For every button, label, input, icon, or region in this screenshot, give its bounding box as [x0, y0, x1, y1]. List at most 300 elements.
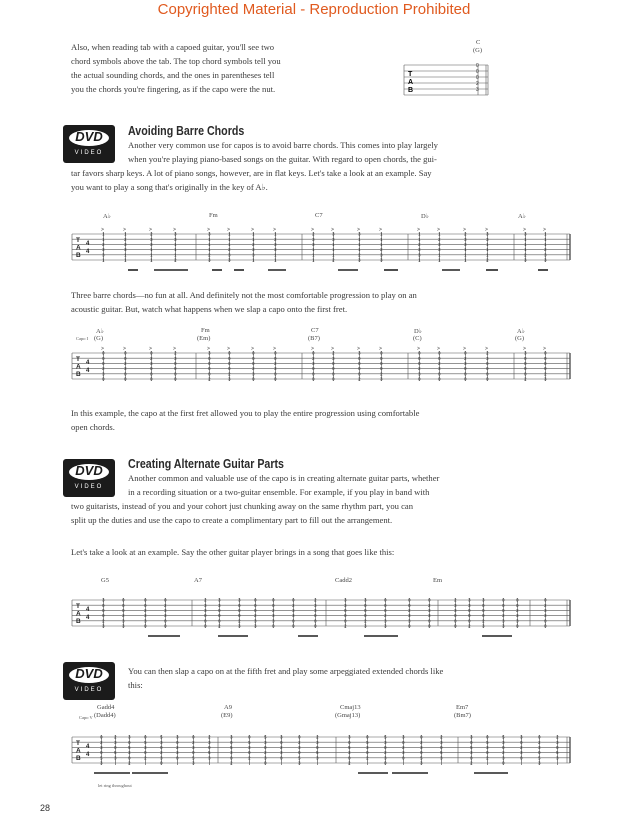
svg-text:0: 0 — [482, 608, 485, 613]
svg-text:A: A — [408, 79, 414, 86]
ex2-chord-top: D♭ — [414, 328, 422, 335]
svg-text:3: 3 — [280, 734, 283, 740]
intro-line: chord symbols above the tab. The top chord symbols tell you — [71, 56, 281, 66]
svg-text:2: 2 — [280, 745, 283, 750]
ex2-chord-top: A♭ — [96, 328, 104, 335]
dvd-icon — [63, 662, 115, 700]
svg-text:0: 0 — [420, 734, 423, 740]
svg-text:2: 2 — [160, 750, 163, 756]
svg-text:2: 2 — [248, 755, 251, 761]
svg-text:3: 3 — [150, 236, 153, 242]
svg-text:1: 1 — [438, 257, 441, 263]
para-line: you want to play a song that's originally in the key of A♭. — [71, 182, 268, 192]
para-line: acoustic guitar. But, watch what happens when we slap a capo onto the first fret. — [71, 304, 348, 314]
svg-text:2: 2 — [208, 376, 211, 382]
svg-text:5: 5 — [486, 739, 489, 745]
svg-text:1: 1 — [252, 257, 255, 263]
svg-text:0: 0 — [238, 608, 241, 613]
svg-text:0: 0 — [538, 734, 541, 740]
svg-text:0: 0 — [428, 618, 431, 624]
svg-text:0: 0 — [204, 623, 207, 629]
ex4-chord-top: Gadd4 — [97, 704, 115, 711]
svg-text:0: 0 — [208, 361, 211, 366]
svg-text:2: 2 — [402, 745, 405, 750]
svg-text:0: 0 — [486, 734, 489, 740]
svg-text:0: 0 — [332, 361, 335, 366]
page-number: 28 — [40, 803, 51, 813]
svg-text:2: 2 — [228, 371, 231, 377]
svg-text:2: 2 — [174, 257, 177, 263]
svg-text:0: 0 — [114, 745, 117, 750]
svg-text:>: > — [463, 227, 466, 233]
svg-text:3: 3 — [208, 739, 211, 745]
svg-text:0: 0 — [124, 355, 127, 361]
svg-text:0: 0 — [128, 755, 131, 761]
svg-text:2: 2 — [464, 355, 467, 361]
svg-text:3: 3 — [380, 257, 383, 263]
svg-text:2: 2 — [102, 366, 105, 372]
intro-chord-paren: (G) — [473, 47, 483, 54]
svg-text:0: 0 — [454, 613, 457, 619]
section2-paragraph-3 — [128, 664, 583, 692]
svg-text:0: 0 — [228, 366, 231, 372]
ex2-chord-paren: (G) — [94, 335, 104, 342]
ex2-chord-paren: (Em) — [197, 335, 211, 342]
svg-text:0: 0 — [556, 745, 559, 750]
svg-text:2: 2 — [264, 750, 267, 756]
svg-text:0: 0 — [476, 75, 479, 81]
svg-text:3: 3 — [292, 608, 295, 613]
svg-text:2: 2 — [428, 602, 431, 608]
svg-text:5: 5 — [230, 745, 233, 750]
svg-text:1: 1 — [228, 231, 231, 237]
svg-text:5: 5 — [470, 745, 473, 750]
svg-text:3: 3 — [230, 750, 233, 756]
svg-text:3: 3 — [150, 361, 153, 366]
svg-text:5: 5 — [100, 755, 103, 761]
para-line: You can then slap a capo on at the fifth fret and play some arpeggiated extended chords like — [128, 666, 444, 676]
ex2-capo-label: Capo I — [76, 336, 89, 341]
svg-text:1: 1 — [438, 231, 441, 237]
svg-text:2: 2 — [208, 734, 211, 740]
svg-text:3: 3 — [440, 755, 443, 761]
svg-text:0: 0 — [384, 745, 387, 750]
svg-text:2: 2 — [384, 750, 387, 756]
svg-text:3: 3 — [402, 734, 405, 740]
svg-text:0: 0 — [380, 366, 383, 372]
svg-text:0: 0 — [272, 623, 275, 629]
svg-text:1: 1 — [274, 231, 277, 237]
svg-text:0: 0 — [316, 745, 319, 750]
svg-text:0: 0 — [358, 355, 361, 361]
svg-text:3: 3 — [332, 355, 335, 361]
svg-text:3: 3 — [464, 242, 467, 247]
intro-line: you the chords you're fingering, as if the capo were the nut. — [71, 84, 276, 94]
svg-text:2: 2 — [438, 236, 441, 242]
svg-text:0: 0 — [230, 739, 233, 745]
svg-text:0: 0 — [124, 371, 127, 377]
svg-text:0: 0 — [468, 613, 471, 619]
svg-text:0: 0 — [204, 618, 207, 624]
svg-text:5: 5 — [144, 739, 147, 745]
svg-text:2: 2 — [150, 355, 153, 361]
svg-text:2: 2 — [476, 81, 479, 87]
svg-text:3: 3 — [274, 247, 277, 253]
svg-text:1: 1 — [228, 236, 231, 242]
intro-line: Also, when reading tab with a capoed guitar, you'll see two — [71, 42, 275, 52]
svg-text:0: 0 — [314, 618, 317, 624]
ex2-chord-paren: (B7) — [308, 335, 320, 342]
svg-text:2: 2 — [314, 597, 317, 603]
ex4-chord-paren: (E9) — [221, 712, 233, 719]
svg-text:1: 1 — [358, 242, 361, 247]
svg-text:0: 0 — [280, 755, 283, 761]
svg-text:3: 3 — [228, 252, 231, 258]
svg-text:3: 3 — [230, 734, 233, 740]
svg-text:3: 3 — [102, 623, 105, 629]
svg-text:3: 3 — [144, 618, 147, 624]
intro-paragraph — [71, 40, 381, 96]
svg-text:2: 2 — [332, 257, 335, 263]
svg-text:3: 3 — [102, 371, 105, 377]
svg-text:0: 0 — [438, 350, 441, 356]
svg-text:2: 2 — [520, 745, 523, 750]
ex1-chord: A♭ — [103, 213, 111, 220]
ex4-chord-paren: (Gmaj13) — [335, 712, 361, 719]
ex2-chord-top: Fm — [201, 327, 210, 334]
svg-text:3: 3 — [332, 231, 335, 237]
svg-text:3: 3 — [102, 247, 105, 253]
svg-text:0: 0 — [408, 602, 411, 608]
svg-text:0: 0 — [364, 602, 367, 608]
svg-text:2: 2 — [358, 252, 361, 258]
ex3-tab-staff — [68, 588, 574, 648]
ex2-chord-paren: (C) — [413, 335, 422, 342]
svg-text:3: 3 — [486, 745, 489, 750]
svg-text:2: 2 — [312, 231, 315, 237]
svg-text:0: 0 — [264, 760, 267, 766]
svg-text:2: 2 — [502, 613, 505, 619]
svg-text:0: 0 — [454, 618, 457, 624]
svg-text:0: 0 — [538, 750, 541, 756]
svg-text:3: 3 — [366, 745, 369, 750]
ex1-chord: C7 — [315, 212, 323, 219]
svg-text:>: > — [227, 346, 230, 352]
svg-text:0: 0 — [100, 750, 103, 756]
svg-text:>: > — [379, 227, 382, 233]
svg-text:2: 2 — [464, 231, 467, 237]
svg-text:3: 3 — [438, 242, 441, 247]
svg-text:0: 0 — [384, 608, 387, 613]
svg-text:>: > — [523, 346, 526, 352]
svg-text:0: 0 — [516, 623, 519, 629]
svg-text:3: 3 — [208, 350, 211, 356]
svg-text:0: 0 — [408, 623, 411, 629]
svg-text:5: 5 — [298, 755, 301, 761]
svg-text:0: 0 — [128, 739, 131, 745]
svg-text:2: 2 — [102, 618, 105, 624]
svg-text:3: 3 — [502, 618, 505, 624]
svg-text:1: 1 — [438, 252, 441, 258]
svg-text:0: 0 — [174, 366, 177, 372]
svg-text:3: 3 — [344, 597, 347, 603]
svg-text:2: 2 — [208, 252, 211, 258]
svg-text:>: > — [417, 346, 420, 352]
dvd-sub: VIDEO — [74, 484, 104, 490]
svg-text:2: 2 — [440, 734, 443, 740]
svg-text:0: 0 — [486, 366, 489, 372]
svg-text:2: 2 — [298, 739, 301, 745]
svg-text:1: 1 — [102, 231, 105, 237]
svg-text:3: 3 — [238, 597, 241, 603]
svg-text:2: 2 — [292, 602, 295, 608]
svg-text:0: 0 — [102, 613, 105, 619]
svg-text:3: 3 — [124, 242, 127, 247]
svg-text:3: 3 — [114, 739, 117, 745]
svg-text:1: 1 — [312, 252, 315, 258]
svg-text:0: 0 — [544, 366, 547, 372]
svg-text:3: 3 — [204, 602, 207, 608]
svg-text:0: 0 — [312, 350, 315, 356]
svg-text:3: 3 — [538, 745, 541, 750]
svg-text:2: 2 — [482, 618, 485, 624]
para-line: Another very common use for capos is to avoid barre chords. This comes into play largely — [128, 140, 438, 150]
svg-text:5: 5 — [384, 734, 387, 740]
svg-text:3: 3 — [556, 739, 559, 745]
svg-text:3: 3 — [438, 247, 441, 253]
svg-text:1: 1 — [102, 236, 105, 242]
svg-text:1: 1 — [228, 242, 231, 247]
svg-text:0: 0 — [274, 355, 277, 361]
svg-text:>: > — [173, 346, 176, 352]
svg-text:0: 0 — [298, 734, 301, 740]
svg-text:0: 0 — [402, 755, 405, 761]
svg-text:3: 3 — [102, 252, 105, 258]
svg-text:5: 5 — [420, 755, 423, 761]
svg-text:4: 4 — [86, 360, 90, 366]
svg-text:0: 0 — [254, 608, 257, 613]
svg-text:0: 0 — [292, 623, 295, 629]
svg-text:0: 0 — [516, 602, 519, 608]
svg-text:>: > — [273, 346, 276, 352]
svg-text:0: 0 — [122, 597, 125, 603]
svg-text:0: 0 — [438, 371, 441, 377]
svg-text:>: > — [123, 346, 126, 352]
svg-text:0: 0 — [470, 739, 473, 745]
svg-text:5: 5 — [502, 734, 505, 740]
svg-text:3: 3 — [380, 376, 383, 382]
svg-text:1: 1 — [544, 231, 547, 237]
svg-text:1: 1 — [174, 242, 177, 247]
svg-text:1: 1 — [252, 236, 255, 242]
svg-text:3: 3 — [420, 760, 423, 766]
svg-text:0: 0 — [176, 755, 179, 761]
svg-text:0: 0 — [428, 597, 431, 603]
svg-text:3: 3 — [174, 231, 177, 237]
svg-text:0: 0 — [102, 355, 105, 361]
svg-text:3: 3 — [556, 755, 559, 761]
svg-text:2: 2 — [358, 376, 361, 382]
svg-text:0: 0 — [102, 376, 105, 382]
ex3-chord: Em — [433, 577, 443, 584]
svg-text:A: A — [76, 363, 81, 371]
svg-text:3: 3 — [538, 760, 541, 766]
svg-text:1: 1 — [486, 252, 489, 258]
svg-text:0: 0 — [238, 602, 241, 608]
svg-text:0: 0 — [312, 376, 315, 382]
section1-paragraph — [71, 138, 581, 194]
svg-text:1: 1 — [464, 247, 467, 253]
svg-text:3: 3 — [332, 236, 335, 242]
para-line: in a recording situation or a two-guitar ensemble. For example, if you play in band with — [128, 487, 430, 497]
svg-text:2: 2 — [274, 236, 277, 242]
svg-text:2: 2 — [486, 350, 489, 356]
svg-text:3: 3 — [100, 745, 103, 750]
svg-text:3: 3 — [208, 231, 211, 237]
svg-text:0: 0 — [272, 597, 275, 603]
svg-text:0: 0 — [254, 597, 257, 603]
svg-text:0: 0 — [418, 350, 421, 356]
svg-text:1: 1 — [208, 236, 211, 242]
svg-text:0: 0 — [516, 597, 519, 603]
svg-text:0: 0 — [150, 376, 153, 382]
svg-text:0: 0 — [164, 618, 167, 624]
svg-text:>: > — [331, 346, 334, 352]
svg-text:2: 2 — [128, 760, 131, 766]
svg-text:3: 3 — [122, 618, 125, 624]
svg-text:2: 2 — [454, 597, 457, 603]
svg-text:0: 0 — [150, 350, 153, 356]
para-line: this: — [128, 680, 143, 690]
svg-text:0: 0 — [238, 613, 241, 619]
svg-text:3: 3 — [482, 597, 485, 603]
svg-text:3: 3 — [468, 597, 471, 603]
svg-text:>: > — [251, 346, 254, 352]
section2-paragraph-2: Let's take a look at an example. Say the other guitar player brings in a song that goes like this: — [71, 547, 395, 557]
svg-text:0: 0 — [364, 613, 367, 619]
svg-text:3: 3 — [204, 608, 207, 613]
svg-text:2: 2 — [384, 613, 387, 619]
svg-text:0: 0 — [520, 755, 523, 761]
svg-text:0: 0 — [468, 608, 471, 613]
svg-text:3: 3 — [218, 602, 221, 608]
svg-text:4: 4 — [86, 744, 90, 750]
svg-text:0: 0 — [102, 350, 105, 356]
svg-text:0: 0 — [192, 750, 195, 756]
svg-text:3: 3 — [144, 745, 147, 750]
svg-text:2: 2 — [420, 739, 423, 745]
svg-text:0: 0 — [502, 597, 505, 603]
svg-text:0: 0 — [150, 371, 153, 377]
ex1-chord: A♭ — [518, 213, 526, 220]
intro-tab-staff — [402, 62, 490, 102]
svg-text:0: 0 — [144, 623, 147, 629]
svg-text:2: 2 — [468, 623, 471, 629]
ex4-tab-staff — [68, 727, 574, 787]
svg-text:1: 1 — [174, 247, 177, 253]
svg-text:0: 0 — [464, 366, 467, 372]
svg-text:3: 3 — [524, 350, 527, 356]
svg-text:1: 1 — [358, 247, 361, 253]
svg-text:0: 0 — [384, 760, 387, 766]
svg-text:>: > — [485, 227, 488, 233]
svg-text:1: 1 — [274, 257, 277, 263]
svg-text:>: > — [123, 227, 126, 233]
svg-text:3: 3 — [218, 597, 221, 603]
svg-text:1: 1 — [332, 247, 335, 253]
svg-text:0: 0 — [160, 745, 163, 750]
section-heading-alternate: Creating Alternate Guitar Parts — [128, 456, 284, 471]
svg-text:0: 0 — [208, 371, 211, 377]
svg-text:2: 2 — [238, 618, 241, 624]
svg-text:A: A — [76, 747, 81, 755]
svg-text:2: 2 — [204, 597, 207, 603]
svg-text:0: 0 — [122, 602, 125, 608]
svg-text:3: 3 — [292, 613, 295, 619]
svg-text:0: 0 — [176, 739, 179, 745]
svg-text:0: 0 — [486, 371, 489, 377]
svg-text:0: 0 — [160, 760, 163, 766]
svg-text:>: > — [273, 227, 276, 233]
svg-text:2: 2 — [544, 247, 547, 253]
svg-text:>: > — [149, 227, 152, 233]
svg-text:0: 0 — [150, 366, 153, 372]
svg-text:0: 0 — [332, 366, 335, 372]
svg-text:2: 2 — [556, 734, 559, 740]
svg-text:3: 3 — [520, 750, 523, 756]
svg-text:1: 1 — [380, 242, 383, 247]
svg-text:0: 0 — [252, 355, 255, 361]
svg-text:3: 3 — [486, 236, 489, 242]
svg-text:0: 0 — [502, 608, 505, 613]
ex3-chord: A7 — [194, 577, 202, 584]
svg-text:3: 3 — [150, 242, 153, 247]
svg-text:2: 2 — [164, 602, 167, 608]
svg-text:0: 0 — [418, 376, 421, 382]
svg-text:3: 3 — [248, 745, 251, 750]
svg-text:0: 0 — [358, 371, 361, 377]
svg-text:0: 0 — [248, 750, 251, 756]
svg-text:0: 0 — [292, 618, 295, 624]
svg-text:2: 2 — [122, 613, 125, 619]
svg-text:0: 0 — [124, 350, 127, 356]
svg-text:3: 3 — [364, 623, 367, 629]
svg-text:0: 0 — [464, 371, 467, 377]
svg-text:3: 3 — [316, 755, 319, 761]
svg-text:5: 5 — [316, 750, 319, 756]
svg-text:3: 3 — [348, 734, 351, 740]
svg-text:2: 2 — [254, 613, 257, 619]
svg-text:3: 3 — [470, 734, 473, 740]
svg-text:3: 3 — [238, 623, 241, 629]
svg-text:>: > — [543, 227, 546, 233]
svg-text:3: 3 — [524, 231, 527, 237]
svg-text:0: 0 — [208, 355, 211, 361]
svg-text:2: 2 — [486, 257, 489, 263]
svg-text:2: 2 — [544, 602, 547, 608]
svg-text:3: 3 — [544, 252, 547, 258]
svg-text:2: 2 — [312, 355, 315, 361]
svg-text:A: A — [76, 610, 81, 618]
svg-text:3: 3 — [274, 242, 277, 247]
section1-paragraph-3 — [71, 406, 581, 434]
svg-text:3: 3 — [312, 361, 315, 366]
ex2-chord-top: A♭ — [517, 328, 525, 335]
svg-text:3: 3 — [384, 618, 387, 624]
svg-text:2: 2 — [364, 618, 367, 624]
svg-text:3: 3 — [408, 613, 411, 619]
svg-text:3: 3 — [502, 739, 505, 745]
